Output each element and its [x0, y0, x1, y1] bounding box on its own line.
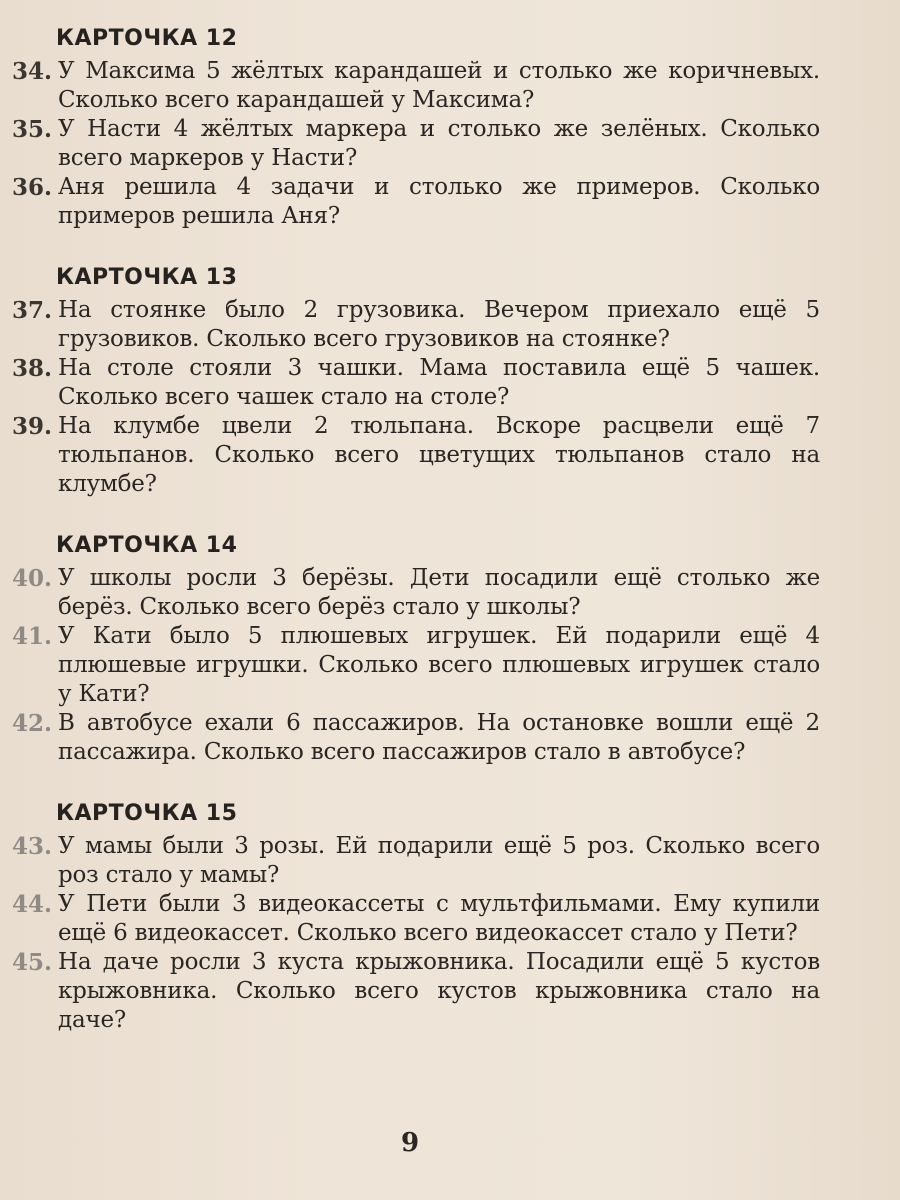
task-text: На стоянке было 2 грузовика. Вечером приехало ещё 5 грузовиков. Сколько всего грузовиков на стоянке?: [58, 297, 820, 352]
task-number: 35.: [12, 116, 53, 143]
task-number: 42.: [12, 710, 53, 737]
task-item: [12, 622, 820, 709]
task-text: У Насти 4 жёлтых маркера и столько же зелёных. Сколько всего маркеров у Насти?: [58, 116, 820, 171]
task-number: 38.: [12, 355, 53, 382]
task-number: 39.: [12, 413, 53, 440]
task-number: 41.: [12, 623, 53, 650]
task-text: У мамы были 3 розы. Ей подарили ещё 5 роз. Сколько всего роз стало у мамы?: [58, 833, 820, 888]
card-15: [12, 801, 820, 1035]
card-title: КАРТОЧКА 15: [56, 801, 238, 826]
task-number: 43.: [12, 833, 53, 860]
task-text: На клумбе цвели 2 тюльпана. Вскоре расцвели ещё 7 тюльпанов. Сколько всего цветущих тюльпанов стало на клумбе?: [58, 413, 820, 497]
task-text: У Максима 5 жёлтых карандашей и столько же коричневых. Сколько всего карандашей у Максима?: [58, 58, 820, 113]
card-title: КАРТОЧКА 14: [56, 533, 238, 558]
task-item: [12, 948, 820, 1035]
task-number: 34.: [12, 58, 53, 85]
task-text: В автобусе ехали 6 пассажиров. На остановке вошли ещё 2 пассажира. Сколько всего пассажиров стало в автобусе?: [58, 710, 820, 765]
task-text: На столе стояли 3 чашки. Мама поставила ещё 5 чашек. Сколько всего чашек стало на столе?: [58, 355, 820, 410]
task-number: 37.: [12, 297, 53, 324]
task-number: 44.: [12, 891, 53, 918]
card-14: [12, 533, 820, 767]
task-item: [12, 173, 820, 231]
card-13: [12, 265, 820, 499]
task-number: 40.: [12, 565, 53, 592]
task-item: [12, 354, 820, 412]
task-number: 45.: [12, 949, 53, 976]
task-text: Аня решила 4 задачи и столько же примеров. Сколько примеров решила Аня?: [58, 174, 820, 229]
card-12: [12, 26, 820, 231]
task-number: 36.: [12, 174, 53, 201]
card-title: КАРТОЧКА 13: [56, 265, 238, 290]
page-number: 9: [400, 1128, 420, 1158]
task-text: У Пети были 3 видеокассеты с мультфильмами. Ему купили ещё 6 видеокассет. Сколько всего видеокассет стало у Пети?: [58, 891, 820, 946]
task-item: [12, 115, 820, 173]
task-item: [12, 709, 820, 767]
task-item: [12, 832, 820, 890]
task-text: На даче росли 3 куста крыжовника. Посадили ещё 5 кустов крыжовника. Сколько всего кустов крыжовника стало на даче?: [58, 949, 820, 1033]
task-item: [12, 412, 820, 499]
task-item: [12, 296, 820, 354]
task-item: [12, 57, 820, 115]
task-item: [12, 564, 820, 622]
card-title: КАРТОЧКА 12: [56, 26, 238, 51]
task-item: [12, 890, 820, 948]
task-text: У школы росли 3 берёзы. Дети посадили ещё столько же берёз. Сколько всего берёз стало у школы?: [58, 565, 820, 620]
task-text: У Кати было 5 плюшевых игрушек. Ей подарили ещё 4 плюшевые игрушки. Сколько всего плюшевых игрушек стало у Кати?: [58, 623, 820, 707]
